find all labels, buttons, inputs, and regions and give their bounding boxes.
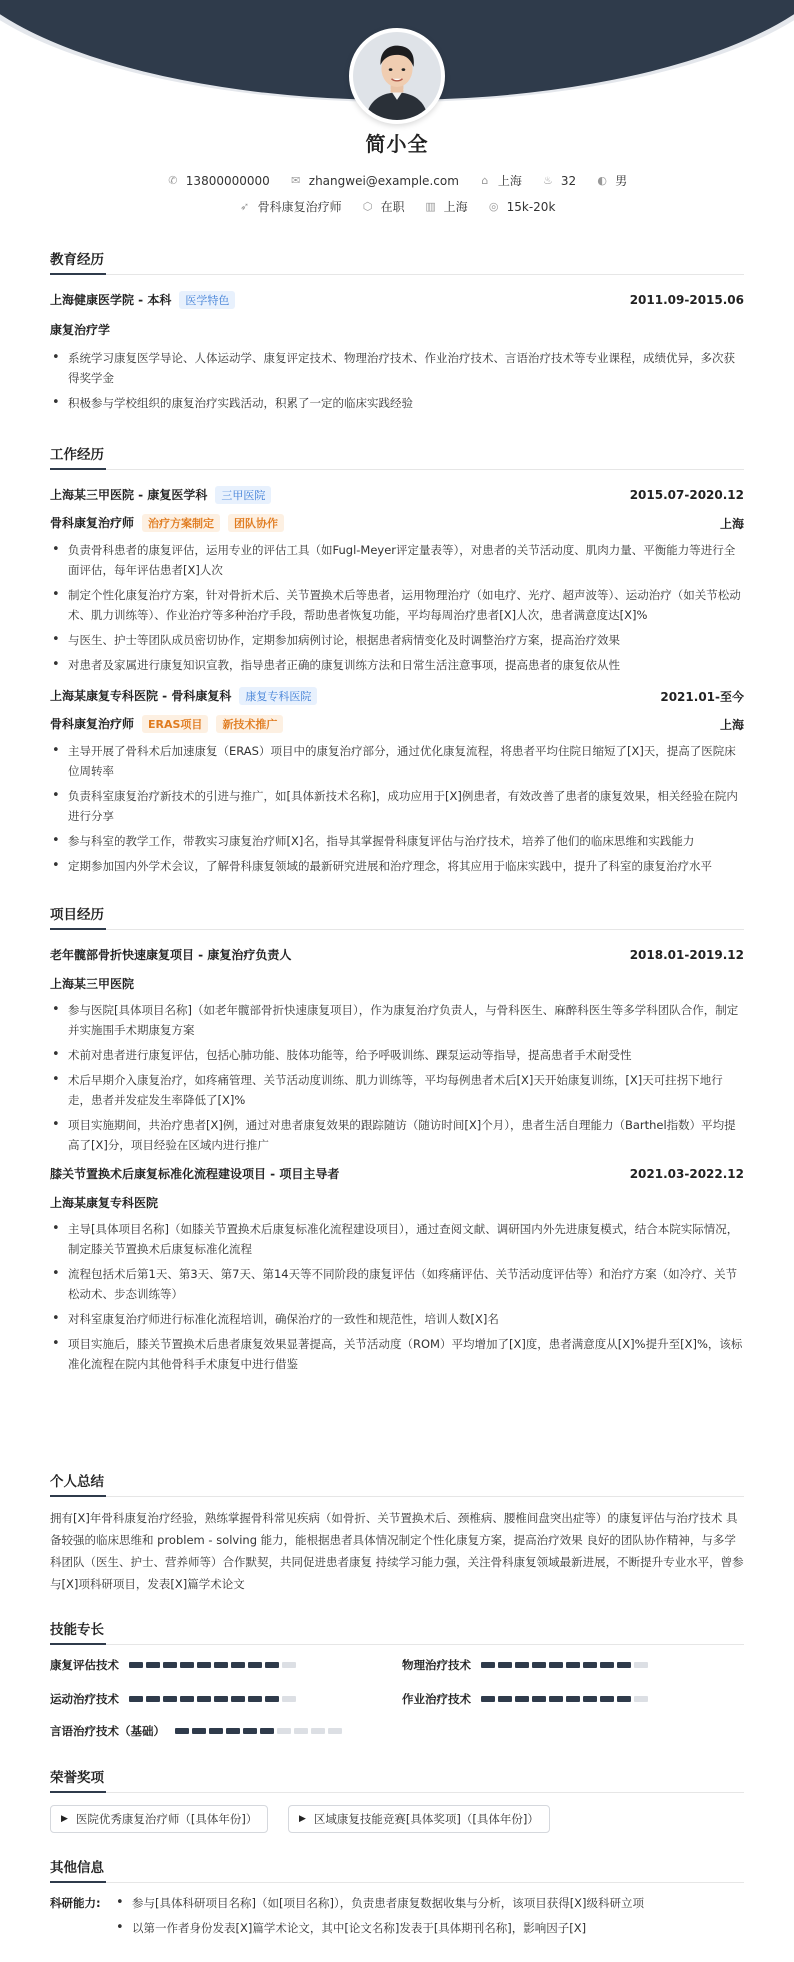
skill-segment: [248, 1696, 262, 1702]
list-item: • 主导开展了骨科术后加速康复（ERAS）项目中的康复治疗部分，通过优化康复流程，将患者平均住院日缩短了[X]天，提高了医院床位周转率: [50, 741, 744, 781]
section-title-projects: 项目经历: [50, 903, 744, 930]
skill-segment: [146, 1696, 160, 1702]
education-school-wrap: [50, 291, 235, 309]
skills-section: [50, 1618, 744, 1738]
skill-segment: [197, 1696, 211, 1702]
award-text: 区域康复技能竞赛[具体奖项]（[具体年份]）: [313, 1812, 539, 1826]
project-1-title: 膝关节置换术后康复标准化流程建设项目 - 项目主导者: [50, 1167, 340, 1181]
job-row: [0, 198, 794, 215]
work-0-role-row: [50, 514, 744, 532]
education-date: 2011.09-2015.06: [629, 293, 744, 307]
phone-icon: ✆: [168, 174, 178, 187]
work-1-place: 上海: [719, 717, 744, 732]
skill-segment: [180, 1662, 194, 1668]
city-item: [425, 198, 468, 215]
list-item: • 负责骨科患者的康复评估，运用专业的评估工具（如Fugl-Meyer评定量表等），对患者的关节活动度、肌肉力量、平衡能力等进行全面评估，每年评估患者[X]人次: [50, 540, 744, 580]
education-bullets: [50, 348, 744, 413]
skill-bar: [129, 1662, 299, 1668]
skill-segment: [566, 1662, 580, 1668]
project-1-head: [50, 1165, 744, 1182]
work-1-tag-a: ERAS项目: [142, 715, 208, 733]
education-school: 上海健康医学院 - 本科: [50, 293, 172, 307]
work-1-head: [50, 687, 744, 705]
phone-text: 13800000000: [185, 173, 270, 188]
city-text: 上海: [443, 200, 468, 214]
list-item: • 与医生、护士等团队成员密切协作，定期参加病例讨论，根据患者病情变化及时调整治疗方案，提高治疗效果: [50, 630, 744, 650]
skill-segment: [260, 1728, 274, 1734]
location-text: 上海: [497, 174, 522, 188]
skill-segment: [129, 1696, 143, 1702]
skill-bar: [481, 1696, 651, 1702]
phone-item: [167, 174, 270, 188]
cake-icon: ♨: [542, 174, 553, 187]
award-item: [50, 1805, 268, 1833]
skill-segment: [243, 1728, 257, 1734]
summary-text: 拥有[X]年骨科康复治疗经验，熟练掌握骨科常见疾病（如骨折、关节置换术后、颈椎病、腰椎间盘突出症等）的康复评估与治疗技术 具备较强的临床思维和 problem - solving 能力，能根据患者具体情况制定个性化康复方案，提高治疗效果 良好的团队协作精神，与多学科团队（医生、护士、营养师等）合作默契，共同促进患者康复 持续学习能力强，关注骨科康复领域最新进展，不断提升专业水平，曾参与[X]项科研项目，发表[X]篇学术论文: [50, 1511, 744, 1591]
skill-segment: [600, 1696, 614, 1702]
skill-name: 康复评估技术: [50, 1658, 119, 1672]
work-0-place: 上海: [719, 516, 744, 531]
skill-segment: [549, 1662, 563, 1668]
summary-section: [50, 1470, 744, 1595]
money-icon: ◎: [488, 200, 499, 213]
work-1-role-row: [50, 715, 744, 733]
gender-item: [596, 172, 627, 189]
list-item: • 积极参与学校组织的康复治疗实践活动，积累了一定的临床实践经验: [50, 393, 744, 413]
gender-text: 男: [615, 174, 628, 188]
education-section: [50, 248, 744, 418]
section-title-education: 教育经历: [50, 248, 744, 275]
project-0-bullets: [50, 1000, 744, 1155]
work-1-date: 2021.01-至今: [660, 689, 744, 704]
project-1-date: 2021.03-2022.12: [629, 1166, 744, 1181]
skill-name: 言语治疗技术（基础）: [50, 1724, 165, 1738]
skill-segment: [532, 1662, 546, 1668]
work-1-tag: 康复专科医院: [239, 687, 317, 705]
skill-segment: [175, 1728, 189, 1734]
list-item: • 以第一作者身份发表[X]篇学术论文，其中[论文名称]发表于[具体期刊名称]，影响因子[X]: [114, 1918, 644, 1938]
list-item: • 负责科室康复治疗新技术的引进与推广，如[具体新技术名称]，成功应用于[X]例患者，有效改善了患者的康复效果，相关经验在院内进行分享: [50, 786, 744, 826]
skill-segment: [163, 1696, 177, 1702]
skill-segment: [583, 1696, 597, 1702]
awards-section: [50, 1766, 744, 1837]
project-0-head: [50, 946, 744, 963]
skill-segment: [515, 1696, 529, 1702]
gender-icon: ◐: [597, 174, 607, 187]
job-target-text: 骨科康复治疗师: [257, 200, 342, 214]
skill-name: 作业治疗技术: [402, 1692, 471, 1706]
work-0-bullets: [50, 540, 744, 675]
skill-segment: [549, 1696, 563, 1702]
age-item: [542, 174, 576, 188]
skill-segment: [600, 1662, 614, 1668]
triangle-right-icon: ▶: [299, 1814, 306, 1824]
salary-item: [488, 200, 556, 214]
section-title-work: 工作经历: [50, 443, 744, 470]
salary-text: 15k-20k: [506, 199, 556, 214]
skill-name: 物理治疗技术: [402, 1658, 471, 1672]
list-item: • 参与[具体科研项目名称]（如[项目名称]），负责患者康复数据收集与分析，该项目获得[X]级科研立项: [114, 1893, 644, 1913]
list-item: • 主导[具体项目名称]（如膝关节置换术后康复标准化流程建设项目），通过查阅文献、调研国内外先进康复模式，结合本院实际情况，制定膝关节置换术后康复标准化流程: [50, 1219, 744, 1259]
project-0-org: 上海某三甲医院: [50, 977, 135, 991]
list-item: • 定期参加国内外学术会议，了解骨科康复领域的最新研究进展和治疗理念，将其应用于临床实践中，提升了科室的康复治疗水平: [50, 856, 744, 876]
contact-row: [0, 172, 794, 189]
skill-segment: [282, 1696, 296, 1702]
skills-grid: [50, 1645, 744, 1738]
work-0-tag-a: 治疗方案制定: [142, 514, 220, 532]
award-item: [288, 1805, 550, 1833]
section-title-summary: 个人总结: [50, 1470, 744, 1497]
project-0-date: 2018.01-2019.12: [629, 947, 744, 962]
work-1-org-wrap: [50, 687, 317, 705]
skill-segment: [617, 1662, 631, 1668]
status-item: [362, 198, 405, 215]
other-row: [50, 1893, 744, 1943]
skill-segment: [617, 1696, 631, 1702]
skill-segment: [248, 1662, 262, 1668]
skill-segment: [146, 1662, 160, 1668]
send-icon: ➶: [239, 200, 250, 213]
candidate-name: 简小全: [365, 132, 429, 156]
skill-segment: [532, 1696, 546, 1702]
work-0-tag-b: 团队协作: [228, 514, 284, 532]
skill-segment: [265, 1662, 279, 1668]
skill-segment: [634, 1696, 648, 1702]
list-item: • 系统学习康复医学导论、人体运动学、康复评定技术、物理治疗技术、作业治疗技术、言语治疗技术等专业课程，成绩优异，多次获得奖学金: [50, 348, 744, 388]
skill-segment: [265, 1696, 279, 1702]
work-0-head: [50, 486, 744, 504]
skill-segment: [277, 1728, 291, 1734]
skill-item: [50, 1691, 299, 1707]
skill-segment: [214, 1662, 228, 1668]
email-item: [290, 174, 459, 188]
list-item: • 项目实施后，膝关节置换术后患者康复效果显著提高，关节活动度（ROM）平均增加了[X]度，患者满意度从[X]%提升至[X]%，该标准化流程在院内其他骨科手术康复中进行借鉴: [50, 1334, 744, 1374]
work-0-org: 上海某三甲医院 - 康复医学科: [50, 488, 208, 502]
skill-segment: [231, 1696, 245, 1702]
work-0-tag: 三甲医院: [215, 486, 271, 504]
skill-segment: [328, 1728, 342, 1734]
skill-name: 运动治疗技术: [50, 1692, 119, 1706]
skill-segment: [566, 1696, 580, 1702]
skill-segment: [180, 1696, 194, 1702]
work-1-role-wrap: [50, 715, 283, 733]
education-major: 康复治疗学: [50, 323, 111, 337]
list-item: • 对科室康复治疗师进行标准化流程培训，确保治疗的一致性和规范性，培训人数[X]名: [50, 1309, 744, 1329]
location-item: [479, 172, 522, 189]
skill-segment: [294, 1728, 308, 1734]
work-1-tag-b: 新技术推广: [216, 715, 283, 733]
skill-segment: [498, 1662, 512, 1668]
skill-item: [50, 1657, 299, 1673]
project-0-title: 老年髋部骨折快速康复项目 - 康复治疗负责人: [50, 948, 292, 962]
age-text: 32: [560, 173, 577, 188]
skill-segment: [226, 1728, 240, 1734]
skill-segment: [192, 1728, 206, 1734]
skill-segment: [129, 1662, 143, 1668]
building-icon: ▥: [425, 200, 436, 213]
project-1-org: 上海某康复专科医院: [50, 1196, 159, 1210]
list-item: • 参与科室的教学工作，带教实习康复治疗师[X]名，指导其掌握骨科康复评估与治疗技术，培养了他们的临床思维和实践能力: [50, 831, 744, 851]
work-0-org-wrap: [50, 486, 271, 504]
skill-item: [50, 1723, 345, 1739]
skill-segment: [498, 1696, 512, 1702]
skill-segment: [163, 1662, 177, 1668]
skill-segment: [209, 1728, 223, 1734]
skill-bar: [481, 1662, 651, 1668]
skill-segment: [515, 1662, 529, 1668]
skill-bar: [175, 1728, 345, 1734]
work-0-role-wrap: [50, 514, 284, 532]
list-item: • 术前对患者进行康复评估，包括心肺功能、肢体功能等，给予呼吸训练、踝泵运动等指导，提高患者手术耐受性: [50, 1045, 744, 1065]
job-target-item: [239, 198, 342, 215]
work-0-date: 2015.07-2020.12: [629, 488, 744, 502]
work-section: [50, 443, 744, 881]
work-1-bullets: [50, 741, 744, 876]
email-text: zhangwei@example.com: [308, 173, 459, 188]
skill-segment: [231, 1662, 245, 1668]
education-head: [50, 291, 744, 309]
other-section: [50, 1856, 744, 1943]
section-title-other: 其他信息: [50, 1856, 744, 1883]
work-1-role: 骨科康复治疗师: [50, 717, 135, 731]
skill-segment: [214, 1696, 228, 1702]
list-item: • 流程包括术后第1天、第3天、第7天、第14天等不同阶段的康复评估（如疼痛评估、关节活动度评估等）和治疗方案（如冷疗、关节松动术、步态训练等）: [50, 1264, 744, 1304]
work-1-org: 上海某康复专科医院 - 骨科康复科: [50, 689, 232, 703]
project-1-bullets: [50, 1219, 744, 1374]
skill-segment: [481, 1662, 495, 1668]
projects-section: [50, 903, 744, 1379]
skill-segment: [481, 1696, 495, 1702]
other-label: 科研能力:: [50, 1896, 101, 1910]
skill-segment: [583, 1662, 597, 1668]
skill-segment: [311, 1728, 325, 1734]
list-item: • 对患者及家属进行康复知识宣教，指导患者正确的康复训练方法和日常生活注意事项，提高患者的康复依从性: [50, 655, 744, 675]
list-item: • 参与医院[具体项目名称]（如老年髋部骨折快速康复项目），作为康复治疗负责人，与骨科医生、麻醉科医生等多学科团队合作，制定并实施围手术期康复方案: [50, 1000, 744, 1040]
section-title-skills: 技能专长: [50, 1618, 744, 1645]
education-tag: 医学特色: [179, 291, 235, 309]
section-title-awards: 荣誉奖项: [50, 1766, 744, 1793]
triangle-right-icon: ▶: [61, 1814, 68, 1824]
skill-bar: [129, 1696, 299, 1702]
list-item: • 术后早期介入康复治疗，如疼痛管理、关节活动度训练、肌力训练等，平均每例患者术后[X]天开始康复训练，[X]天可拄拐下地行走，患者并发症发生率降低了[X]%: [50, 1070, 744, 1110]
award-text: 医院优秀康复治疗师（[具体年份]）: [75, 1812, 258, 1826]
avatar: [349, 28, 445, 124]
skill-segment: [634, 1662, 648, 1668]
skill-segment: [197, 1662, 211, 1668]
other-bullets: [114, 1893, 644, 1943]
status-icon: ⬡: [362, 200, 373, 213]
email-icon: ✉: [291, 174, 301, 187]
skill-item: [402, 1657, 651, 1673]
list-item: • 项目实施期间，共治疗患者[X]例，通过对患者康复效果的跟踪随访（随访时间[X]个月），患者生活自理能力（Barthel指数）平均提高了[X]分，项目经验在区域内进行推广: [50, 1115, 744, 1155]
work-0-role: 骨科康复治疗师: [50, 516, 135, 530]
skill-item: [402, 1691, 651, 1707]
awards-list: [50, 1793, 744, 1837]
skill-segment: [282, 1662, 296, 1668]
status-text: 在职: [380, 200, 405, 214]
list-item: • 制定个性化康复治疗方案，针对骨折术后、关节置换术后等患者，运用物理治疗（如电疗、光疗、超声波等）、运动治疗（如关节松动术、肌力训练等）、作业治疗等多种治疗手段，帮助患者恢复功能，平均每周治疗患者[X]人次，患者满意度达[X]%: [50, 585, 744, 625]
home-icon: ⌂: [481, 174, 489, 187]
